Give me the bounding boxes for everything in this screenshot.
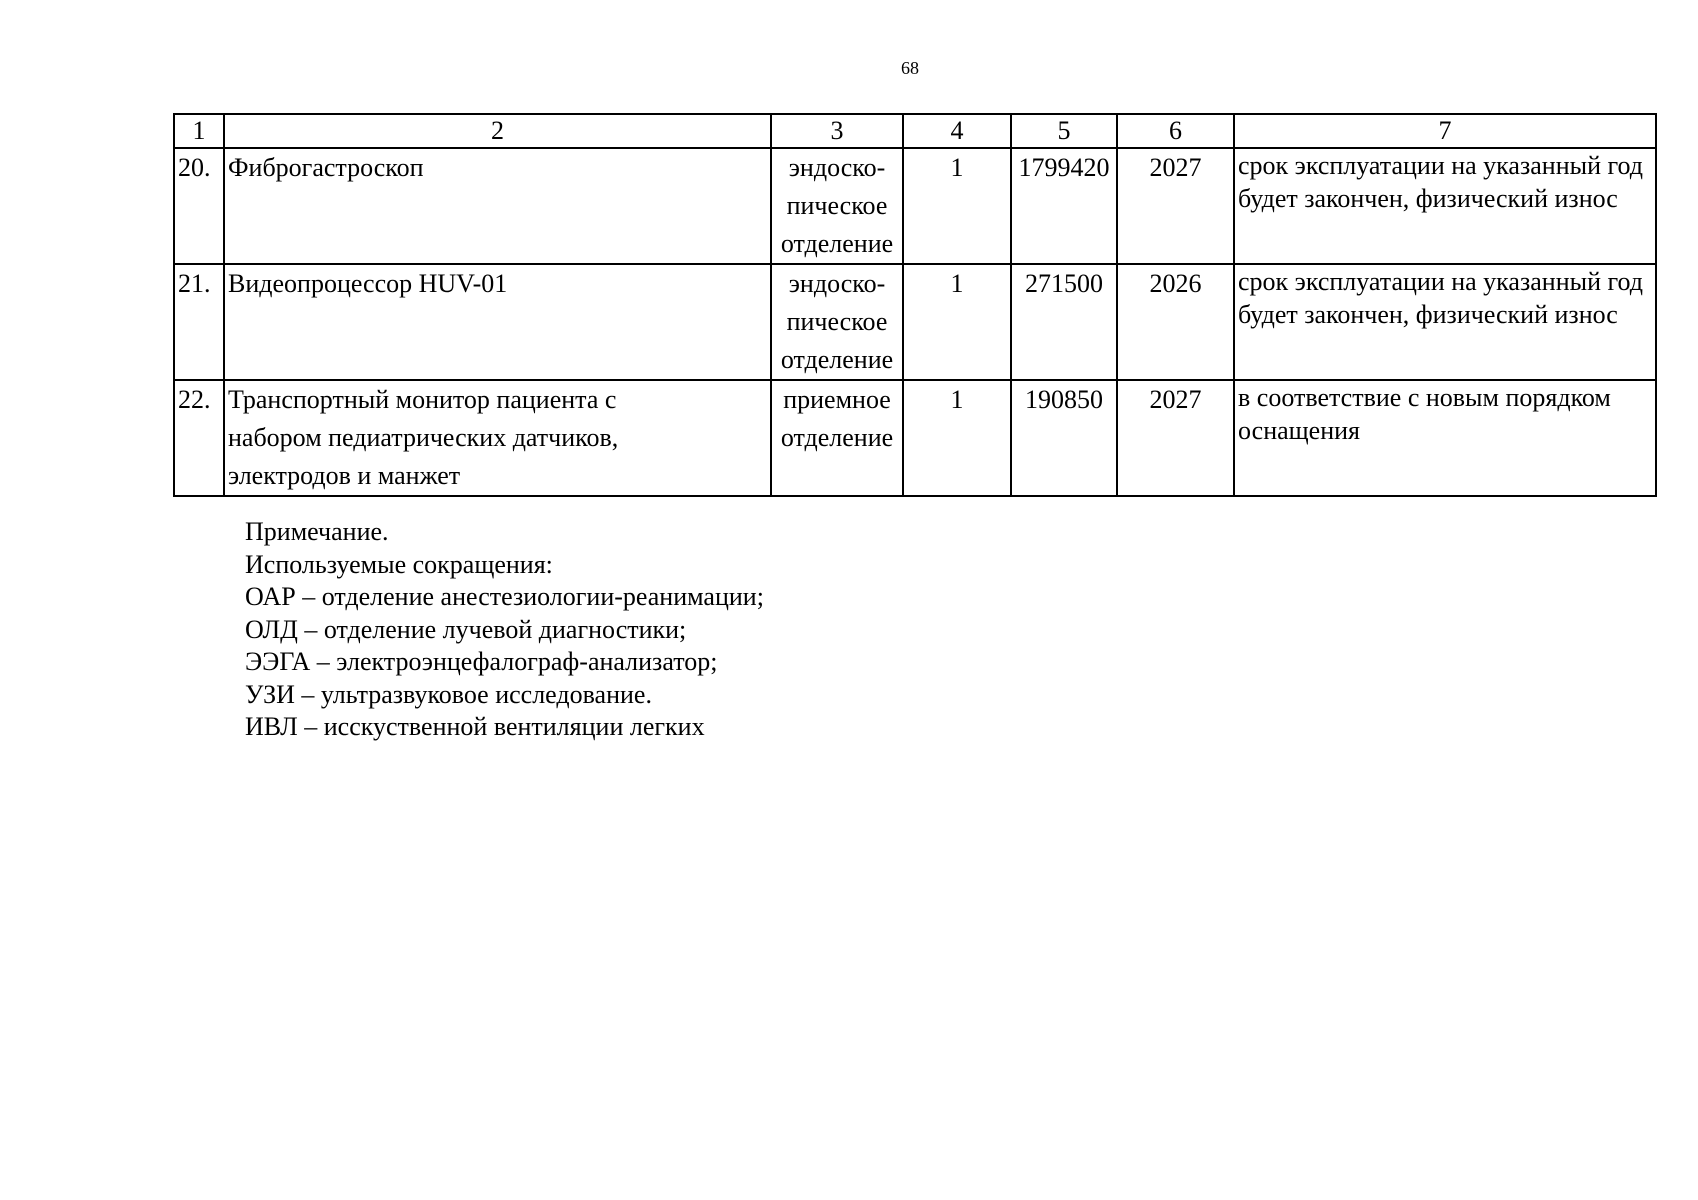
quantity-cell: 1 [903,148,1011,264]
abbreviation-item: ОЛД – отделение лучевой диагностики; [245,614,687,644]
abbreviation-item: УЗИ – ультразвуковое исследование. [245,679,652,709]
table-row [174,380,1656,496]
equipment-name-cell [224,380,771,496]
equipment-name-line: электродов и манжет [228,461,461,490]
column-number-6: 6 [1117,114,1234,148]
department-line: эндоско- [788,153,886,182]
note-subtitle: Используемые сокращения: [245,549,553,579]
column-number-1: 1 [174,114,224,148]
department-line: отделение [780,345,894,374]
abbreviation-item: ИВЛ – исскуственной вентиляции легких [245,712,705,741]
department-cell [771,264,903,380]
reason-line: будет закончен, физический износ [1238,184,1618,213]
equipment-name-cell [224,264,771,380]
row-number-cell: 21. [174,264,224,380]
price-cell: 271500 [1011,264,1117,380]
column-number-4: 4 [903,114,1011,148]
reason-line: срок эксплуатации на указанный год [1238,267,1643,296]
reason-line: будет закончен, физический износ [1238,300,1618,329]
table-row [174,264,1656,380]
abbreviations-note [245,516,764,744]
year-cell: 2026 [1117,264,1234,380]
reason-line: оснащения [1238,416,1360,445]
year-cell: 2027 [1117,380,1234,496]
row-number-cell: 20. [174,148,224,264]
year-cell: 2027 [1117,148,1234,264]
department-line: эндоско- [788,269,886,298]
column-number-row [174,114,1656,148]
abbreviation-item: ЭЭГА – электроэнцефалограф-анализатор; [245,647,718,676]
department-line: пическое [786,191,888,220]
row-number-cell: 22. [174,380,224,496]
reason-cell [1234,264,1656,380]
department-line: приемное [783,385,891,414]
page-number: 68 [901,58,919,78]
price-cell: 1799420 [1011,148,1117,264]
column-number-2: 2 [224,114,771,148]
equipment-table [173,113,1657,497]
equipment-name-line: Фиброгастроскоп [228,153,424,182]
equipment-name-cell [224,148,771,264]
equipment-name-line: Видеопроцессор HUV-01 [228,269,508,298]
table-row [174,148,1656,264]
department-line: отделение [780,423,894,452]
reason-cell [1234,148,1656,264]
abbreviation-item: ОАР – отделение анестезиологии-реанимации; [245,582,764,611]
column-number-5: 5 [1011,114,1117,148]
department-line: пическое [786,307,888,336]
quantity-cell: 1 [903,264,1011,380]
department-line: отделение [780,229,894,258]
reason-line: в соответствие с новым порядком [1238,383,1611,412]
reason-cell [1234,380,1656,496]
department-cell [771,148,903,264]
quantity-cell: 1 [903,380,1011,496]
note-title: Примечание. [245,517,389,546]
equipment-name-line: набором педиатрических датчиков, [228,423,619,452]
reason-line: срок эксплуатации на указанный год [1238,151,1643,180]
equipment-name-line: Транспортный монитор пациента с [228,385,617,414]
department-cell [771,380,903,496]
price-cell: 190850 [1011,380,1117,496]
column-number-3: 3 [771,114,903,148]
column-number-7: 7 [1234,114,1656,148]
